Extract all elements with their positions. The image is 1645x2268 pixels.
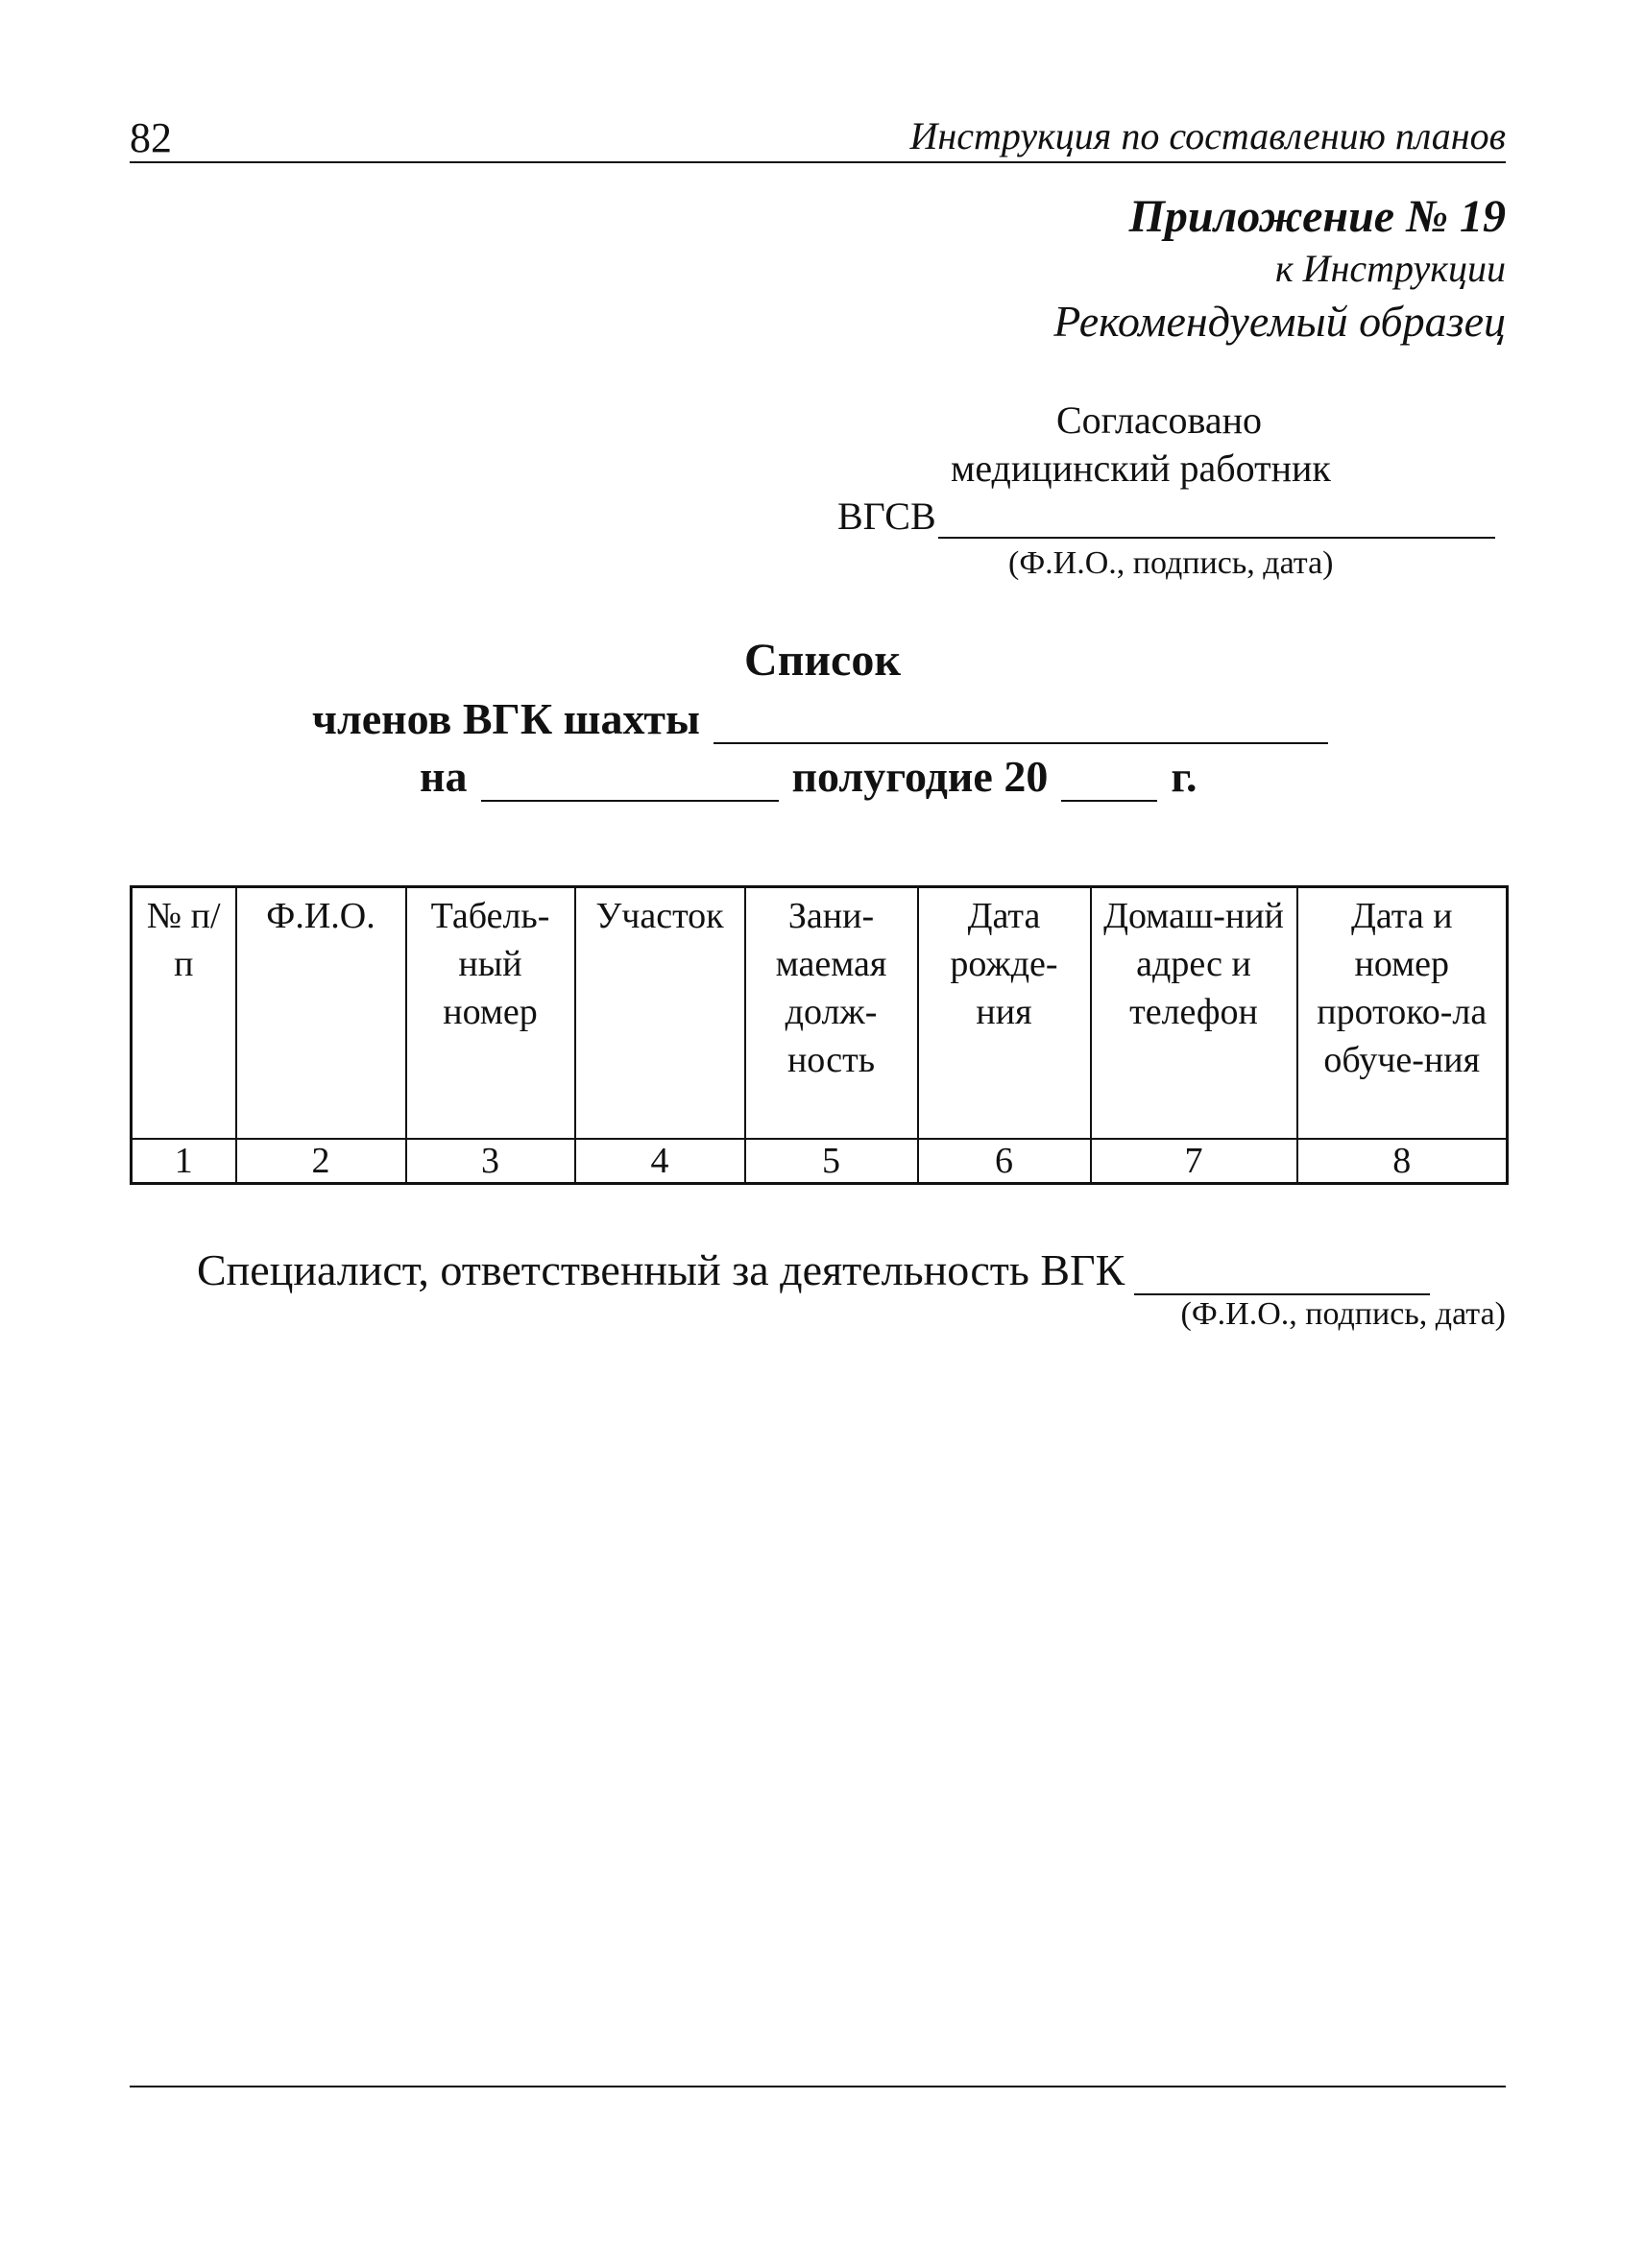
appendix-title: Приложение № 19 (1128, 191, 1506, 242)
approval-line-1: Согласовано (1056, 398, 1263, 442)
responsible-specialist (197, 1244, 1430, 1295)
col-header-number: № п/п (132, 887, 236, 1140)
col-number-cell: 8 (1297, 1139, 1508, 1184)
col-number-cell: 4 (575, 1139, 745, 1184)
col-number-cell: 6 (918, 1139, 1091, 1184)
header-rule (130, 161, 1506, 163)
col-header-personnel-number: Табель-ный номер (406, 887, 575, 1140)
approval-signature-line (938, 496, 1495, 539)
half-year-line (481, 754, 779, 802)
col-header-position: Зани-маемая долж-ность (745, 887, 918, 1140)
list-subtitle-text: членов ВГК шахты (312, 694, 700, 743)
approval-note: (Ф.И.О., подпись, дата) (1008, 545, 1334, 581)
footer-rule (130, 2086, 1506, 2087)
mine-name-line (714, 696, 1328, 744)
approval-org: ВГСВ (837, 495, 936, 538)
col-number-cell: 3 (406, 1139, 575, 1184)
appendix-reference: к Инструкции (1274, 247, 1506, 290)
col-number-cell: 1 (132, 1139, 236, 1184)
members-table (130, 885, 1509, 1185)
col-number-cell: 7 (1091, 1139, 1297, 1184)
appendix-sample: Рекомендуемый образец (1053, 297, 1506, 346)
specialist-signature-line (1134, 1245, 1430, 1295)
running-title: Инструкция по составлению планов (909, 114, 1506, 157)
list-title: Список (744, 635, 901, 686)
col-number-cell: 2 (236, 1139, 406, 1184)
table-row (132, 1139, 1508, 1184)
approval-line-3 (837, 494, 1495, 539)
table-header-row (132, 887, 1508, 1140)
col-header-birth-date: Дата рожде-ния (918, 887, 1091, 1140)
list-period-prefix: на (420, 752, 468, 801)
col-header-name: Ф.И.О. (236, 887, 406, 1140)
list-period-suffix: г. (1171, 752, 1197, 801)
list-subtitle (312, 693, 1328, 744)
list-period-middle: полугодие 20 (791, 752, 1049, 801)
list-period (420, 751, 1197, 802)
year-line (1061, 754, 1157, 802)
col-header-section: Участок (575, 887, 745, 1140)
responsible-specialist-label: Специалист, ответственный за деятельность ВГК (197, 1245, 1125, 1294)
approval-line-2: медицинский работник (951, 446, 1331, 490)
col-header-address: Домаш-ний адрес и телефон (1091, 887, 1297, 1140)
page-number: 82 (130, 114, 172, 161)
col-header-training-protocol: Дата и номер протоко-ла обуче-ния (1297, 887, 1508, 1140)
specialist-note: (Ф.И.О., подпись, дата) (1180, 1296, 1506, 1332)
col-number-cell: 5 (745, 1139, 918, 1184)
